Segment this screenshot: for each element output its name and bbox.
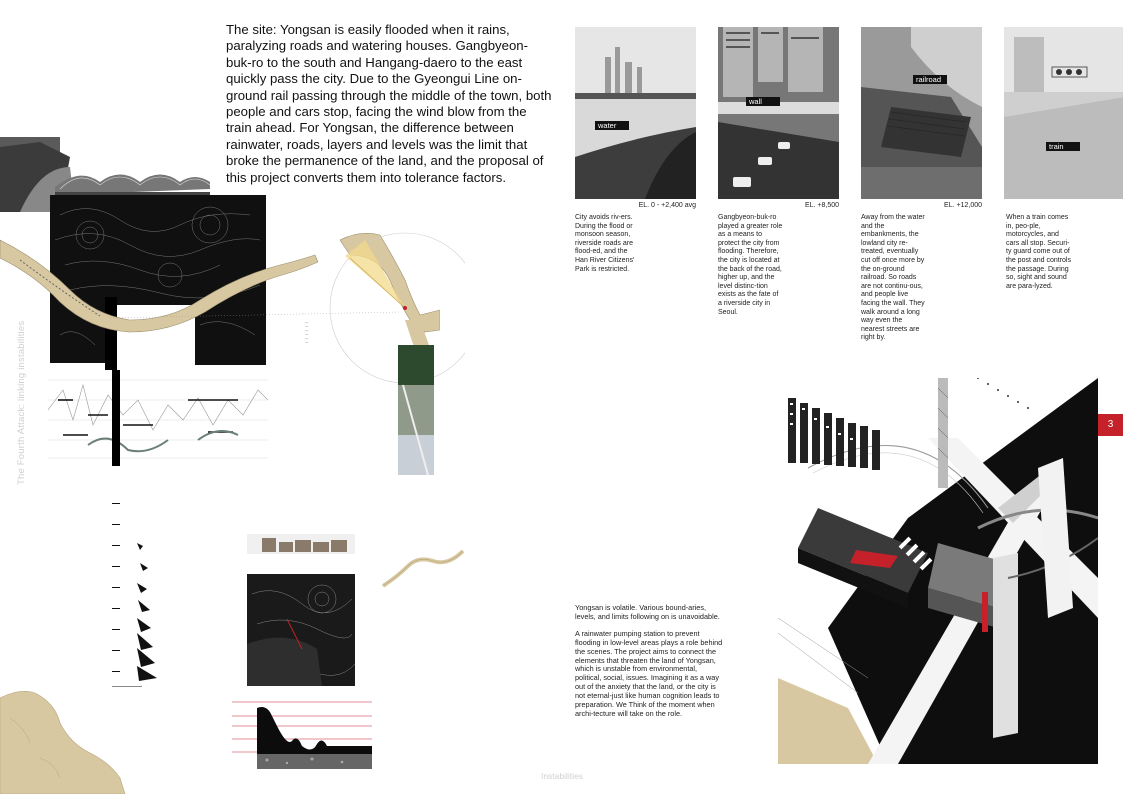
caption-train: When a train comes in, peo-ple, motorcycles, and cars all stop. Securi-ty guard come out of the post and controls the passage. During so, sight and sound are para-lyzed. — [1006, 214, 1071, 290]
street-and-contour-map — [247, 534, 355, 686]
photo-water — [575, 27, 696, 199]
caption-railroad: Away from the water and the embankments, the lowland city re-treated, eventually cut off once more by the on-ground railroad. So roads are not continu-ous, and people live facing the wall. They walk around a long way even the nearest streets are right by. — [861, 214, 925, 342]
photo-train — [1004, 27, 1123, 199]
river-sketch — [378, 546, 468, 606]
sidebar-title: The Fourth Attack: linking instabilities — [16, 320, 27, 485]
caption-wall: Gangbyeon-buk-ro played a greater role as a means to protect the city from flooding. Therefore, the city is located at the back of the road, higher up, and the level distinc-tion exists as the fate of a riverside city in Seoul. — [718, 214, 783, 316]
page-number-tab: 3 — [1098, 414, 1123, 436]
elevation-label-2: EL. +8,500 — [804, 202, 839, 209]
tag-railroad: railroad — [913, 75, 947, 84]
body-paragraph-1: Yongsan is volatile. Various bound-aries, levels, and limits following on is unavoidable. — [575, 603, 720, 621]
axonometric-drawing — [778, 378, 1098, 764]
body-text — [575, 604, 725, 727]
tag-water: water — [595, 121, 629, 130]
photo-railroad — [861, 27, 982, 199]
intro-paragraph: The site: Yongsan is easily flooded when it rains, paralyzing roads and watering houses. Gangbyeon-buk-ro to the south and Hangang-daero to the east quickly pass the city. Due to the Gyeongui Line on-ground rail passing through the middle of the town, both people and cars stop, facing the wind blow from the train ahead. For Yongsan, the difference between rainwater, roads, layers and levels was the limit that broke the permanence of the land, and the proposal of this project converts them into tolerance factors. — [226, 22, 552, 185]
elevation-label-3: EL. +12,000 — [944, 202, 982, 209]
footer-title: Instabilities — [540, 771, 584, 781]
section-depth-chart — [232, 696, 372, 771]
sand-coast-map — [0, 688, 150, 794]
elevation-section-chart — [48, 370, 268, 466]
photo-wall — [718, 27, 839, 199]
tag-train: train — [1046, 142, 1080, 151]
caption-water: City avoids riv-ers. During the flood or monsoon season, riverside roads are flood-ed, and the Han River Citizens' Park is restricted. — [575, 214, 635, 273]
sequential-plans-stack — [112, 488, 162, 693]
body-paragraph-2: A rainwater pumping station to prevent flooding in low-level areas plays a role behind the scenes. The project aims to connect the elements that threaten the land of Yongsan, which is unstable from environmental, political, social, issues. Imagining it as a way out of the anxiety that the land, or the city is not eternal-just like human cognition leads to preparation. We Think of the moment when archi-tecture will take on the role. — [575, 628, 723, 718]
vertical-strip-photo — [398, 345, 434, 475]
elevation-label-1: EL. 0 - +2,400 avg — [638, 202, 696, 209]
tag-wall: wall — [746, 97, 780, 106]
viewpoint-diagram — [320, 228, 465, 388]
